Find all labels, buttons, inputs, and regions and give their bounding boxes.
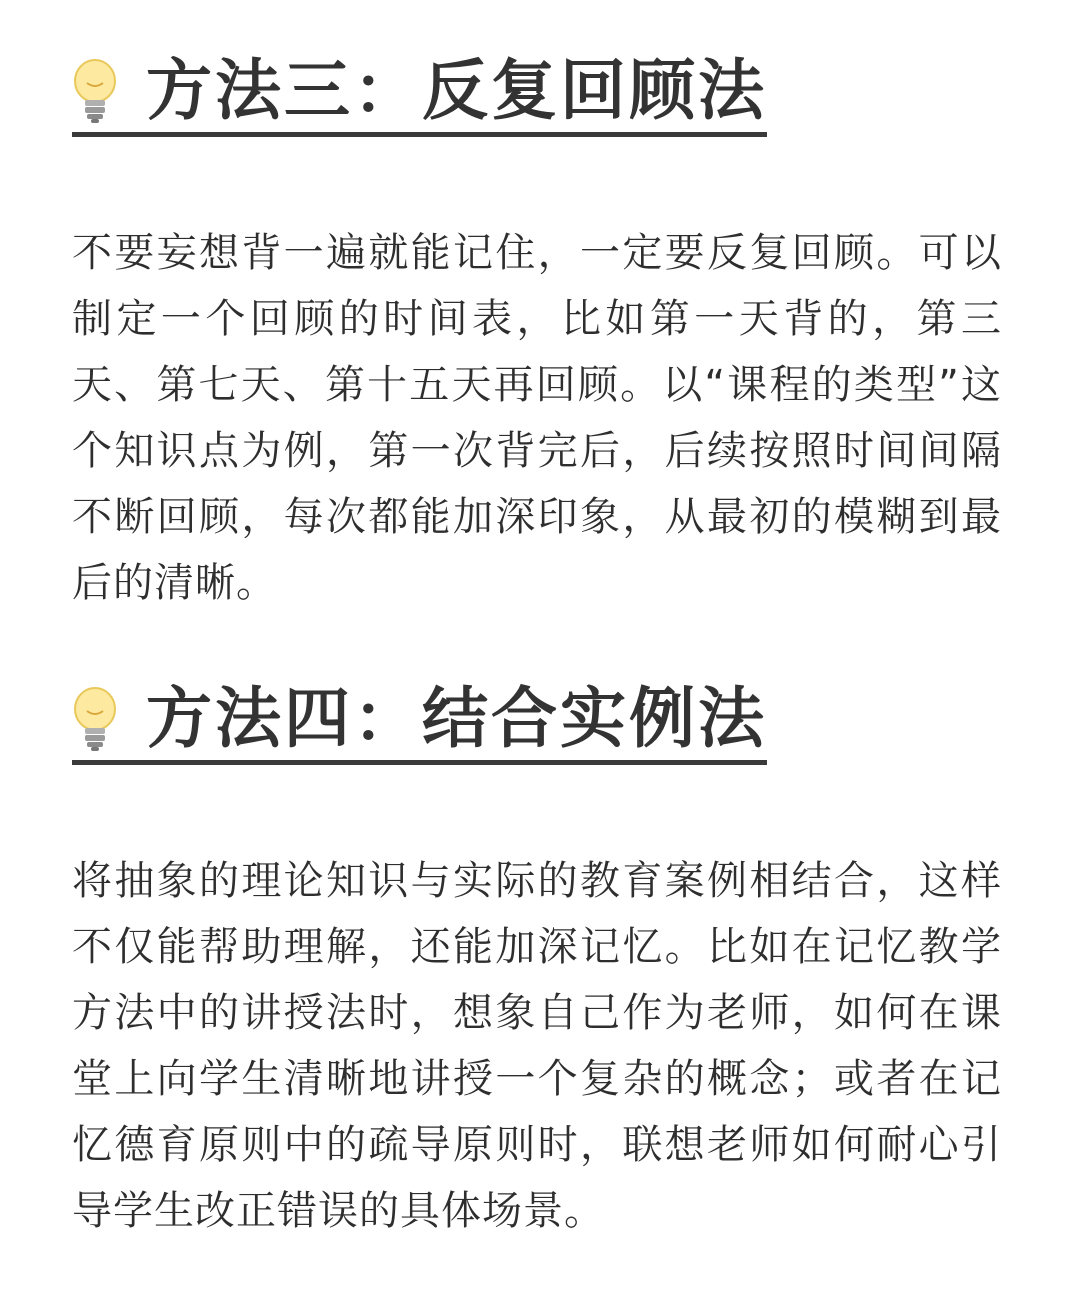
section-method-four	[72, 680, 1002, 765]
section-title: 方法四：结合实例法	[146, 680, 767, 757]
section-method-three	[72, 52, 1002, 137]
lightbulb-icon	[72, 680, 132, 758]
section-heading	[72, 52, 767, 137]
section-body: 将抽象的理论知识与实际的教育案例相结合，这样不仅能帮助理解，还能加深记忆。比如在记忆教学方法中的讲授法时，想象自己作为老师，如何在课堂上向学生清晰地讲授一个复杂的概念；或者在记忆德育原则中的疏导原则时，联想老师如何耐心引导学生改正错误的具体场景。	[72, 858, 1002, 1234]
lightbulb-icon	[72, 52, 132, 130]
section-body: 不要妄想背一遍就能记住，一定要反复回顾。可以制定一个回顾的时间表，比如第一天背的，第三天、第七天、第十五天再回顾。以“课程的类型”这个知识点为例，第一次背完后，后续按照时间间隔不断回顾，每次都能加深印象，从最初的模糊到最后的清晰。	[72, 230, 1002, 606]
section-heading	[72, 680, 767, 765]
section-title: 方法三：反复回顾法	[146, 52, 767, 129]
